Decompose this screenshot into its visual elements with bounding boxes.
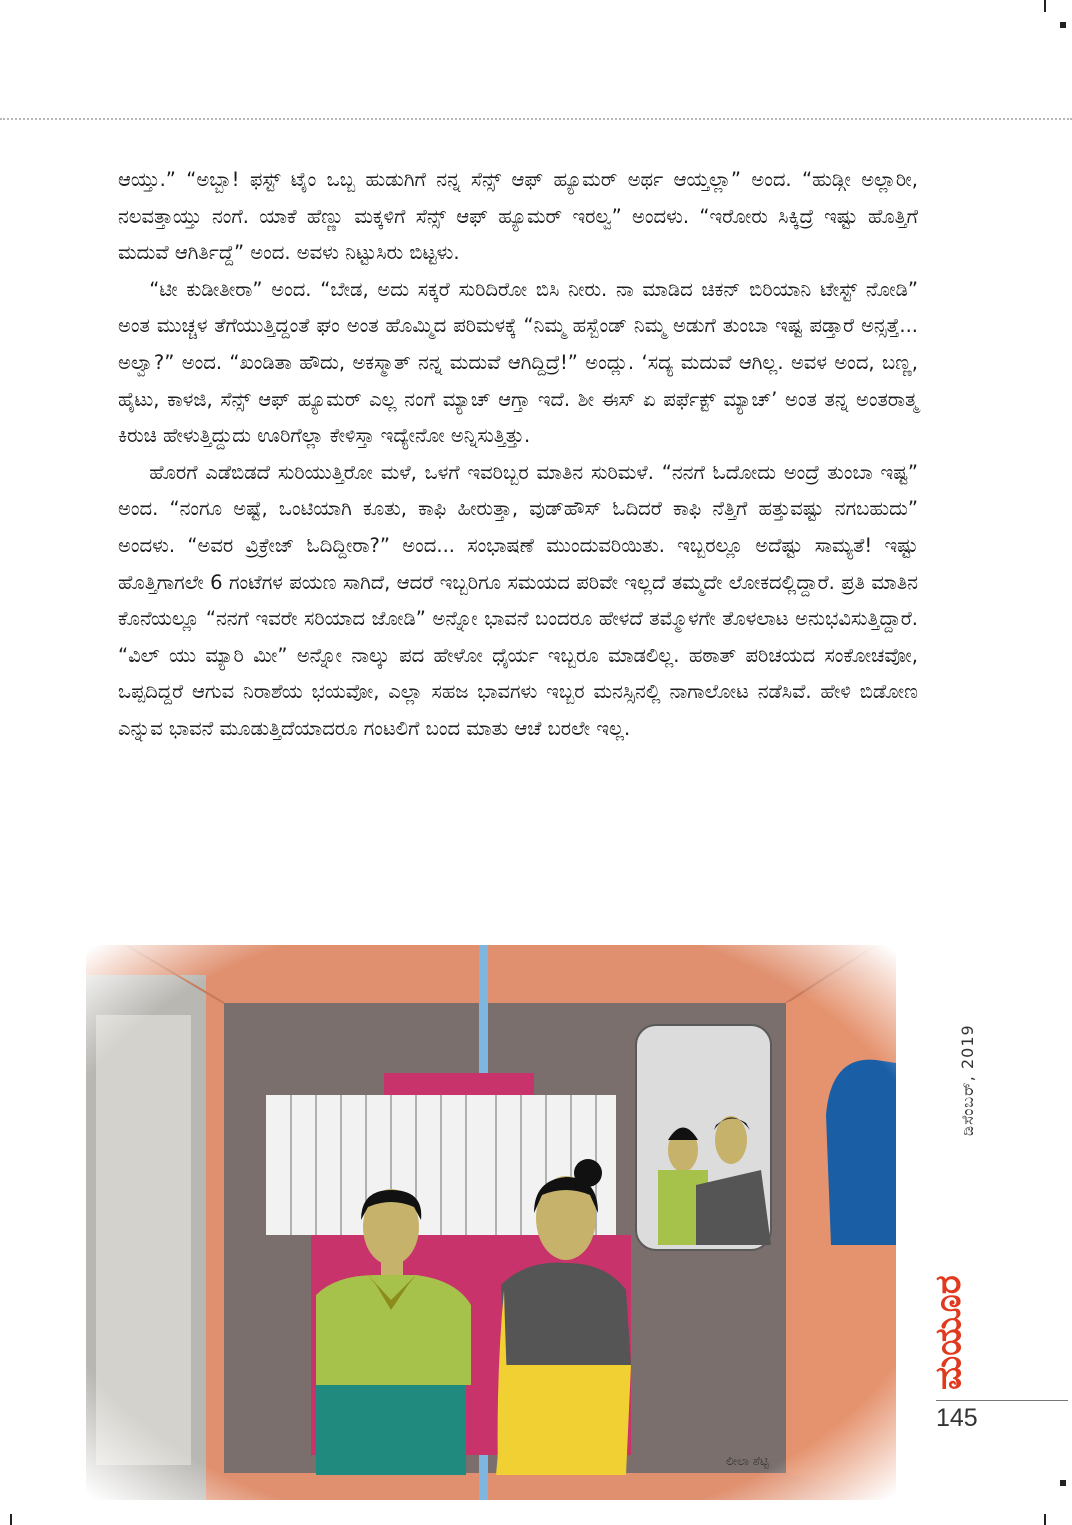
crop-mark xyxy=(1060,1480,1066,1486)
story-illustration xyxy=(86,945,896,1500)
magazine-brand: ಮಯೂರ xyxy=(928,1275,969,1390)
paragraph: ಹೊರಗೆ ಎಡೆಬಿಡದೆ ಸುರಿಯುತ್ತಿರೋ ಮಳೆ, ಒಳಗೆ ಇವರಿಬ್ಬರ ಮಾತಿನ ಸುರಿಮಳೆ. “ನನಗೆ ಓದೋದು ಅಂದ್ರೆ ತುಂಬಾ ಇಷ್ಟ” ಅಂದ. “ನಂಗೂ ಅಷ್ಟೆ, ಒಂಟಿಯಾಗಿ ಕೂತು, ಕಾಫಿ ಹೀರುತ್ತಾ, ವುಡ್‌ಹೌಸ್ ಓದಿದರೆ ಕಾಫಿ ನೆತ್ತಿಗೆ ಹತ್ತುವಷ್ಟು ನಗಬಹುದು” ಅಂದಳು. “ಅವರ ವ್ರಿಕ್ರೇಜ್ ಓದಿದ್ದೀರಾ?” ಅಂದ... ಸಂಭಾಷಣೆ ಮುಂದುವರಿಯಿತು. ಇಬ್ಬರಲ್ಲೂ ಅದೆಷ್ಟು ಸಾಮ್ಯತೆ! ಇಷ್ಟು ಹೊತ್ತಿಗಾಗಲೇ 6 ಗಂಟೆಗಳ ಪಯಣ ಸಾಗಿದೆ, ಆದರೆ ಇಬ್ಬರಿಗೂ ಸಮಯದ ಪರಿವೇ ಇಲ್ಲದೆ ತಮ್ಮದೇ ಲೋಕದಲ್ಲಿದ್ದಾರೆ. ಪ್ರತಿ ಮಾತಿನ ಕೊನೆಯಲ್ಲೂ “ನನಗೆ ಇವರೇ ಸರಿಯಾದ ಜೋಡಿ” ಅನ್ನೋ ಭಾವನೆ ಬಂದರೂ ಹೇಳದೆ ತಮ್ಮೊಳಗೇ ತೊಳಲಾಟ ಅನುಭವಿಸುತ್ತಿದ್ದಾರೆ. “ವಿಲ್ ಯು ಮ್ಯಾರಿ ಮೀ” ಅನ್ನೋ ನಾಲ್ಕು ಪದ ಹೇಳೋ ಧೈರ್ಯ ಇಬ್ಬರೂ ಮಾಡಲಿಲ್ಲ. ಹಠಾತ್ ಪರಿಚಯದ ಸಂಕೋಚವೋ, ಒಪ್ಪದಿದ್ದರೆ ಆಗುವ ನಿರಾಶೆಯ ಭಯವೋ, ಎಲ್ಲಾ ಸಹಜ ಭಾವಗಳು ಇಬ್ಬರ ಮನಸ್ಸಿನಲ್ಲಿ ನಾಗಾಲೋಟ ನಡೆಸಿವೆ. ಹೇಳಿ ಬಿಡೋಣ ಎನ್ನುವ ಭಾವನೆ ಮೂಡುತ್ತಿದೆಯಾದರೂ ಗಂಟಲಿಗೆ ಬಂದ ಮಾತು ಆಚೆ ಬರಲೇ ಇಲ್ಲ. xyxy=(118,460,918,740)
header-divider xyxy=(0,118,1072,120)
paragraph: “ಟೀ ಕುಡೀತೀರಾ” ಅಂದ. “ಬೇಡ, ಅದು ಸಕ್ಕರೆ ಸುರಿದಿರೋ ಬಿಸಿ ನೀರು. ನಾ ಮಾಡಿದ ಚಿಕನ್ ಬಿರಿಯಾನಿ ಟೇಸ್ಟ್ ನೋಡಿ” ಅಂತ ಮುಚ್ಚಳ ತೆಗೆಯುತ್ತಿದ್ದಂತೆ ಘಂ ಅಂತ ಹೊಮ್ಮಿದ ಪರಿಮಳಕ್ಕೆ “ನಿಮ್ಮ ಹಸ್ಬೆಂಡ್ ನಿಮ್ಮ ಅಡುಗೆ ತುಂಬಾ ಇಷ್ಟ ಪಡ್ತಾರೆ ಅನ್ಸತ್ತೆ... ಅಲ್ವಾ?” ಅಂದ. “ಖಂಡಿತಾ ಹೌದು, ಅಕಸ್ಮಾತ್ ನನ್ನ ಮದುವೆ ಆಗಿದ್ದಿದ್ರೆ!” ಅಂದ್ಲು. ‘ಸದ್ಯ ಮದುವೆ ಆಗಿಲ್ಲ. ಅವಳ ಅಂದ, ಬಣ್ಣ, ಹೈಟು, ಕಾಳಜಿ, ಸೆನ್ಸ್ ಆಫ್ ಹ್ಯೂಮರ್ ಎಲ್ಲ ನಂಗೆ ಮ್ಯಾಚ್ ಆಗ್ತಾ ಇದೆ. ಶೀ ಈಸ್ ಏ ಪರ್ಫೆಕ್ಟ್ ಮ್ಯಾಚ್’ ಅಂತ ತನ್ನ ಅಂತರಾತ್ಮ ಕಿರುಚಿ ಹೇಳುತ್ತಿದ್ದುದು ಊರಿಗೆಲ್ಲಾ ಕೇಳಿಸ್ತಾ ಇದ್ಯೇನೋ ಅನ್ನಿಸುತ್ತಿತ್ತು. xyxy=(118,277,918,448)
crop-mark xyxy=(1044,0,1046,12)
paragraph: ಆಯ್ತು.” “ಅಬ್ಬಾ! ಫಸ್ಟ್ ಟೈಂ ಒಬ್ಬ ಹುಡುಗಿಗೆ ನನ್ನ ಸೆನ್ಸ್ ಆಫ್ ಹ್ಯೂಮರ್ ಅರ್ಥ ಆಯ್ತಲ್ಲಾ” ಅಂದ. “ಹುಡ್ಗೀ ಅಲ್ಲಾರೀ, ನಲವತ್ತಾಯ್ತು ನಂಗೆ. ಯಾಕೆ ಹೆಣ್ಣು ಮಕ್ಕಳಿಗೆ ಸೆನ್ಸ್ ಆಫ್ ಹ್ಯೂಮರ್ ಇರಲ್ವ” ಅಂದಳು. “ಇರೋರು ಸಿಕ್ಕಿದ್ರೆ ಇಷ್ಟು ಹೊತ್ತಿಗೆ ಮದುವೆ ಆಗಿರ್ತಿದ್ದೆ” ಅಂದ. ಅವಳು ನಿಟ್ಟುಸಿರು ಬಿಟ್ಟಳು. xyxy=(118,168,918,265)
artist-signature: ಲೀಲಾ ಶೆಟ್ಟಿ xyxy=(726,1454,769,1468)
crop-mark xyxy=(10,1514,12,1525)
page-number-rule xyxy=(936,1400,1068,1401)
issue-date: ಡಿಸೆಂಬರ್, 2019 xyxy=(958,1024,977,1136)
crop-mark xyxy=(1060,22,1066,28)
crop-mark xyxy=(1044,1514,1046,1525)
page-number: 145 xyxy=(936,1404,978,1432)
story-text xyxy=(118,162,918,748)
train-compartment-drawing xyxy=(86,945,896,1500)
